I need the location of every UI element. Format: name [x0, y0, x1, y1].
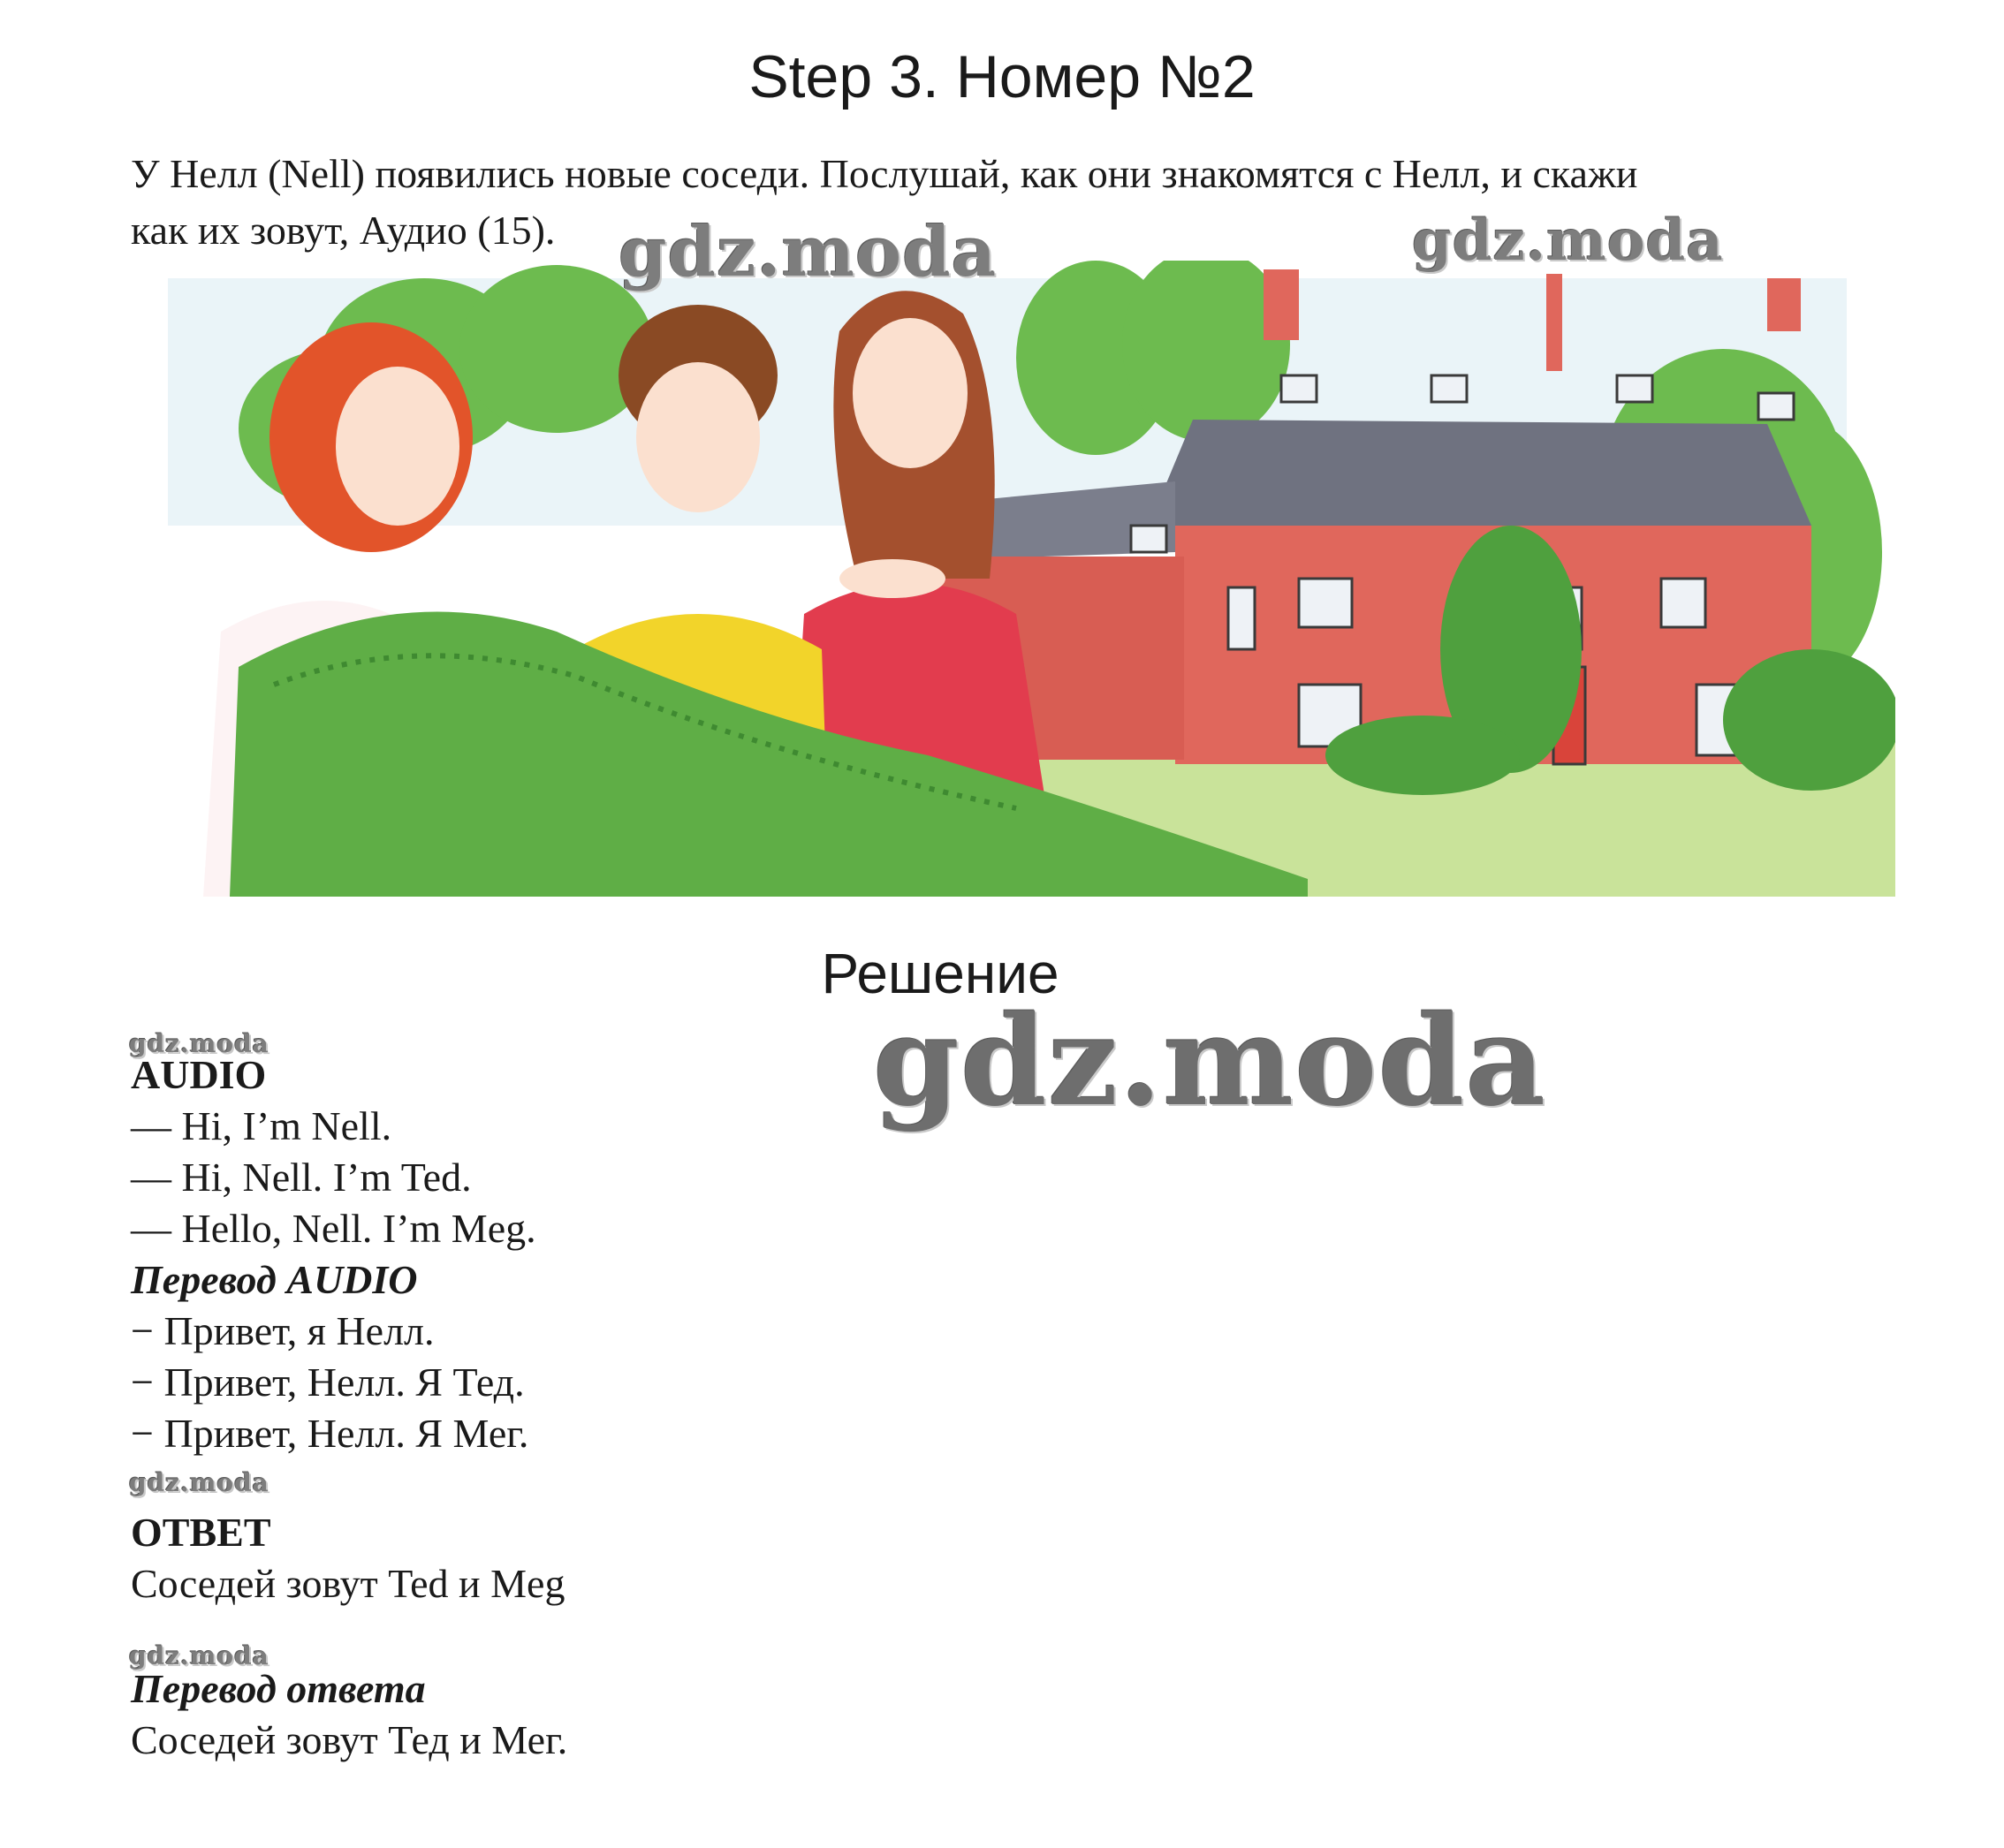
illustration-neighbours	[133, 261, 1895, 897]
solution-heading: Решение	[821, 942, 1059, 1005]
watermark: gdz.moda	[129, 1468, 269, 1497]
watermark: gdz.moda	[129, 1029, 269, 1058]
watermark: gdz.moda	[1412, 208, 1724, 274]
watermark: gdz.moda	[129, 1641, 269, 1670]
translation-line: − Привет, Нелл. Я Мег.	[131, 1411, 529, 1456]
watermark: gdz.moda	[873, 989, 1547, 1134]
audio-heading: AUDIO	[131, 1052, 267, 1097]
translation-line: − Привет, я Нелл.	[131, 1308, 435, 1353]
watermark: gdz.moda	[619, 212, 998, 292]
page-title: Step 3. Номер №2	[748, 43, 1256, 110]
audio-line: — Hi, Nell. I’m Ted.	[131, 1155, 472, 1200]
audio-line: — Hi, I’m Nell.	[131, 1103, 392, 1148]
audio-line: — Hello, Nell. I’m Meg.	[131, 1206, 536, 1251]
answer-translation-heading: Перевод ответа	[131, 1666, 426, 1711]
answer-heading: ОТВЕТ	[131, 1510, 271, 1555]
answer-text: Соседей зовут Ted и Meg	[131, 1561, 566, 1606]
task-line-1: У Нелл (Nell) появились новые соседи. Послушай, как они знакомятся с Нелл, и скажи	[131, 151, 1638, 196]
task-line-2: как их зовут, Аудио (15).	[131, 208, 556, 253]
translation-line: − Привет, Нелл. Я Тед.	[131, 1359, 525, 1405]
audio-translation-heading: Перевод AUDIO	[131, 1257, 418, 1302]
answer-translation-text: Соседей зовут Тед и Мег.	[131, 1717, 568, 1762]
